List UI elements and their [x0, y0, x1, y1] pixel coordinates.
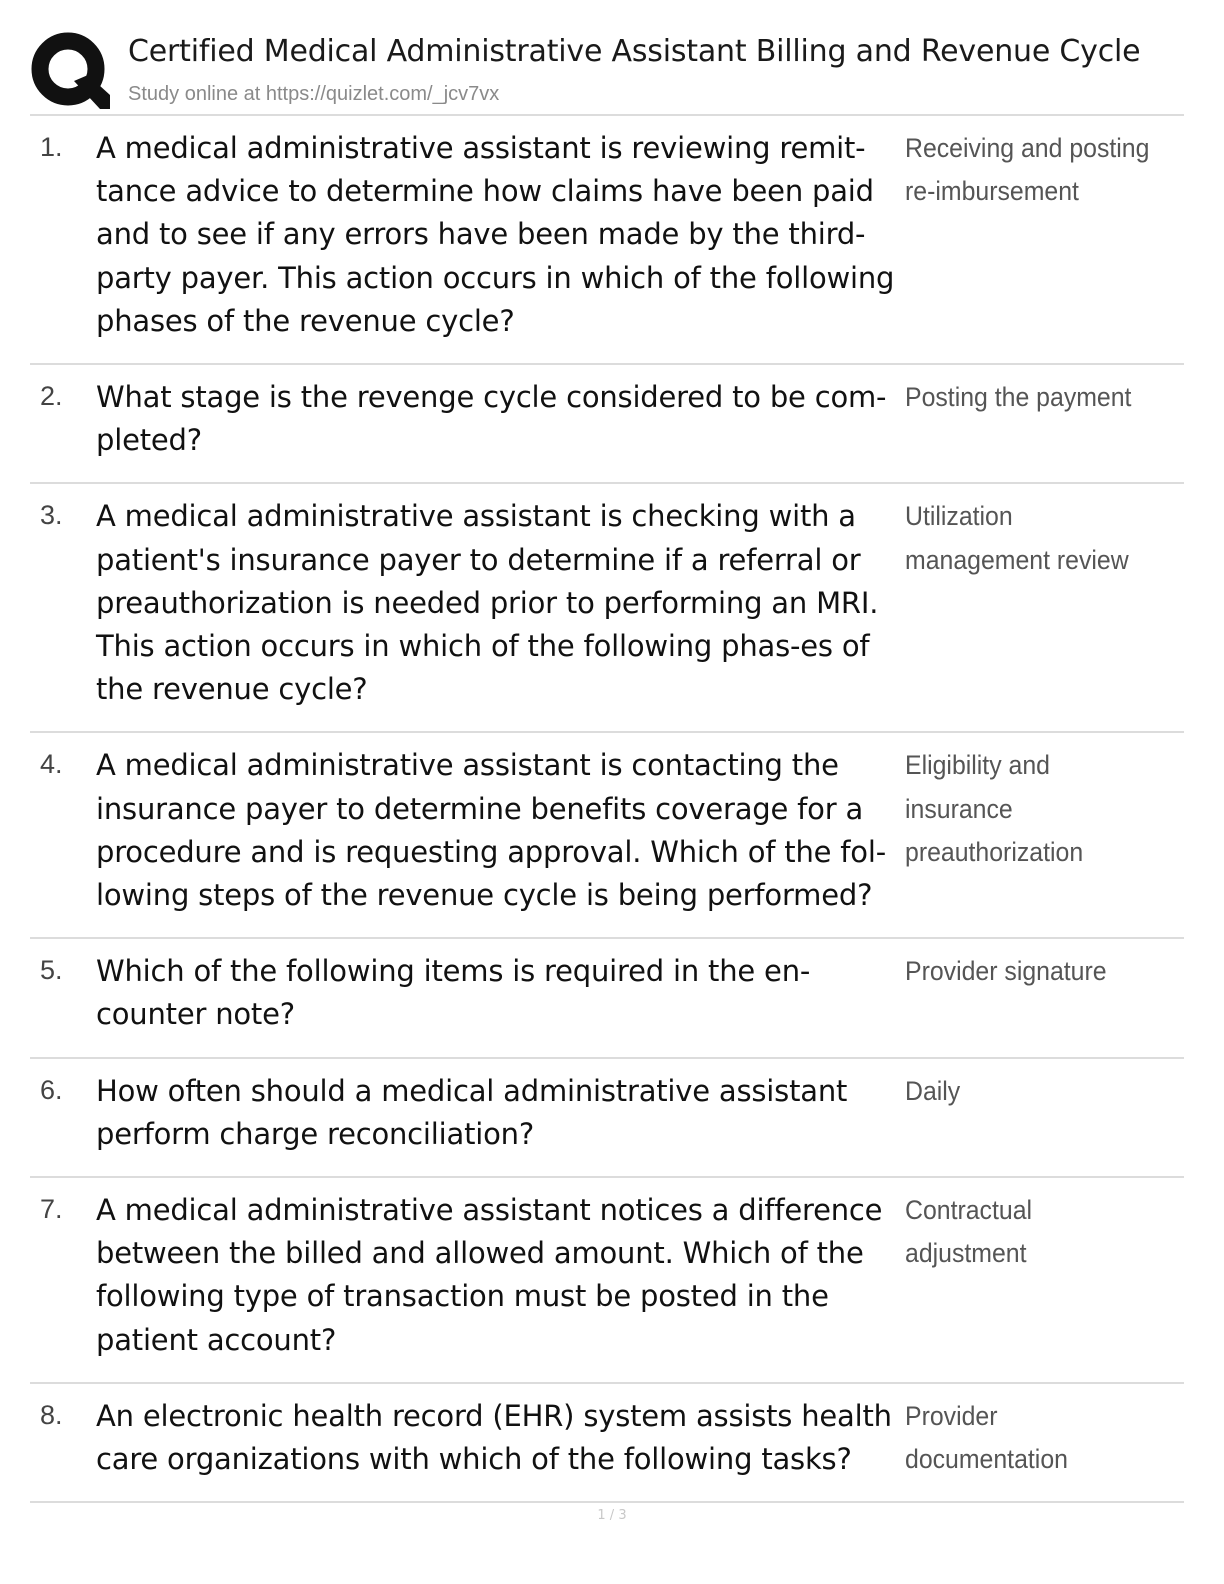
item-number: 7. — [40, 1194, 63, 1225]
item-question: A medical administrative assistant notices a difference between the billed and allowed amount. Which of the following type of transaction must be posted in the patient account? — [96, 1193, 883, 1357]
item-answer: Utilization management review — [905, 501, 1129, 575]
item-question: A medical administrative assistant is reviewing remit-tance advice to determine how claims have been paid and to see if any errors have been made by the third-party payer. This action occurs in which of the following phases of the revenue cycle? — [96, 131, 895, 338]
study-online-link[interactable]: Study online at https://quizlet.com/_jcv7vx — [128, 83, 500, 105]
item-question: What stage is the revenge cycle considered to be com-pleted? — [96, 380, 887, 458]
item-number: 3. — [40, 500, 63, 531]
item-number: 6. — [40, 1074, 63, 1105]
item-question: An electronic health record (EHR) system assists health care organizations with which of the following tasks? — [96, 1398, 892, 1477]
item-answer: Provider documentation — [905, 1400, 1068, 1475]
flashcard-item — [30, 1384, 1184, 1503]
item-question: How often should a medical administrative assistant perform charge reconciliation? — [96, 1073, 848, 1151]
document-header — [30, 28, 1184, 116]
flashcard-item — [30, 484, 1184, 733]
item-question: A medical administrative assistant is contacting the insurance payer to determine benefits coverage for a procedure and is requesting approval. Which of the fol-lowing steps of the revenue cycle is being performed? — [96, 748, 886, 913]
item-answer: Posting the payment — [905, 382, 1132, 413]
item-answer: Provider signature — [905, 956, 1107, 987]
flashcard-item — [30, 365, 1184, 484]
flashcard-list — [30, 116, 1184, 1503]
quizlet-logo-icon — [30, 31, 110, 111]
item-number: 1. — [40, 132, 63, 162]
item-number: 2. — [40, 381, 63, 412]
item-answer: Eligibility and insurance preauthorization — [905, 750, 1084, 867]
item-answer: Receiving and posting re-imbursement — [905, 133, 1150, 207]
item-number: 8. — [40, 1399, 63, 1430]
document-title: Certified Medical Administrative Assistant Billing and Revenue Cycle — [128, 34, 1141, 69]
item-number: 4. — [40, 749, 63, 780]
flashcard-item — [30, 116, 1184, 365]
page-number: 1 / 3 — [597, 1508, 627, 1523]
flashcard-item — [30, 939, 1184, 1058]
item-number: 5. — [40, 955, 63, 986]
item-question: Which of the following items is required in the en-counter note? — [96, 954, 811, 1032]
item-question: A medical administrative assistant is checking with a patient's insurance payer to determine if a referral or preauthorization is needed prior to performing an MRI. This action occurs in which of the following phas-es of the revenue cycle? — [96, 499, 879, 707]
flashcard-item — [30, 1059, 1184, 1178]
item-answer: Contractual adjustment — [905, 1195, 1033, 1269]
flashcard-item — [30, 733, 1184, 939]
flashcard-item — [30, 1178, 1184, 1384]
item-answer: Daily — [905, 1075, 961, 1106]
